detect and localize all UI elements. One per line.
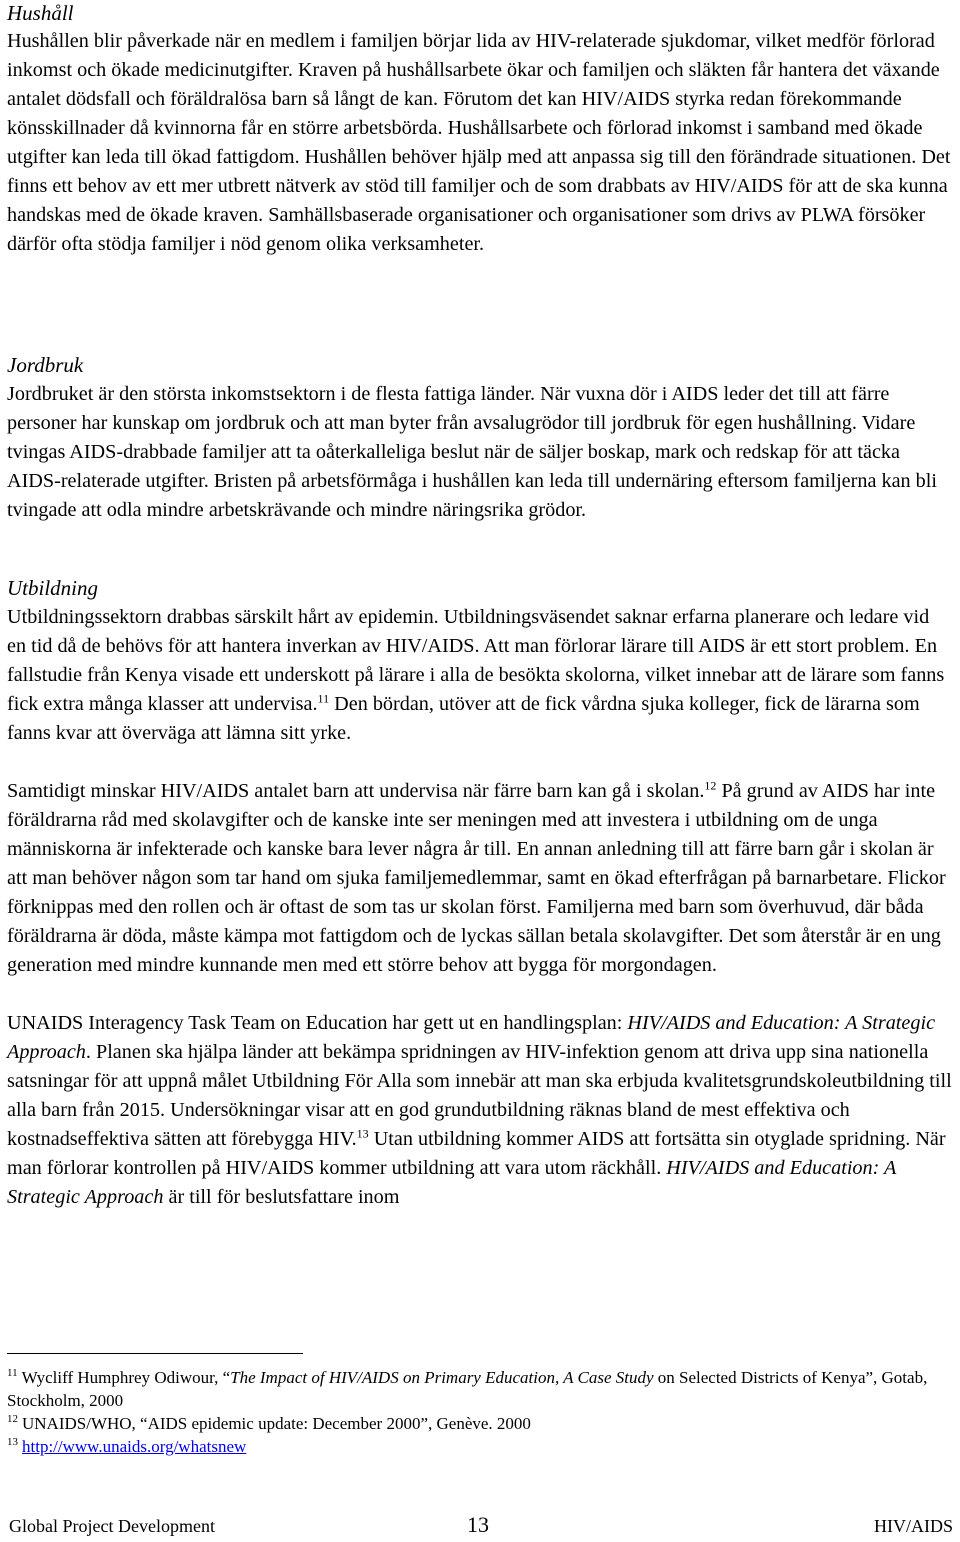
paragraph-utbildning-2 [7, 777, 953, 980]
paragraph-utbildning-3 [7, 1009, 953, 1212]
footer-right: HIV/AIDS [874, 1516, 953, 1536]
paragraph-utbildning-1 [7, 603, 953, 748]
page-number: 13 [467, 1512, 489, 1537]
footnote-11 [7, 1366, 953, 1412]
text-run: Den bördan, utöver att de fick vårdna sjuka kolleger, fick de lärarna som fanns kvar att överväga att lämna sitt yrke. [7, 693, 920, 744]
text-run: På grund av AIDS har inte föräldrarna råd med skolavgifter och de kanske inte ser meningen med att investera i utbildning om de unga människorna är infekterade och kanske bara lever några år till. En annan anledning till att färre barn går i skolan är att man behöver någon som tar hand om sjuka familjemedlemmar, samt en ökad efterfrågan på barnarbetare. Flickor förknippas med den rollen och är oftast de som tas ur skolan först. Familjerna med barn som överhuvud, där båda föräldrarna är döda, måste kämpa mot fattigdom och de lyckas sällan betala skolavgifter. Det som återstår är en ung generation med mindre kunnande men med ett större behov att bygga för morgondagen. [7, 780, 946, 976]
footnote-number: 12 [7, 1413, 18, 1426]
text-run: är till för beslutsfattare inom [163, 1186, 400, 1208]
footnote-13 [7, 1435, 953, 1458]
footnote-12 [7, 1412, 953, 1435]
publication-title: HIV/AIDS and Education: A Strategic Approach [7, 1012, 936, 1063]
section-title-hushall: Hushåll [7, 1, 74, 25]
section-utbildning [7, 575, 953, 1212]
footnotes [7, 1366, 953, 1458]
footer-left: Global Project Development [9, 1516, 215, 1536]
paragraph-hushall: Hushållen blir påverkade när en medlem i familjen börjar lida av HIV-relaterade sjukdomar, vilket medför förlorad inkomst och ökade medicinutgifter. Kraven på hushållsarbete ökar och familjen och släkten får hantera det växande antalet dödsfall och föräldralösa barn så långt de kan. Förutom det kan HIV/AIDS styrka redan förekommande könsskillnader då kvinnorna får en större arbetsbörda. Hushållsarbete och förlorad inkomst i samband med ökade utgifter kan leda till ökad fattigdom. Hushållen behöver hjälp med att anpassa sig till den förändrade situationen. Det finns ett behov av ett mer utbrett nätverk av stöd till familjer och de som drabbats av HIV/AIDS för att de ska kunna handskas med de ökade kraven. Samhällsbaserade organisationer och organisationer som drivs av PLWA försöker därför ofta stödja familjer i nöd genom olika verksamheter. [7, 30, 951, 255]
paragraph-jordbruk: Jordbruket är den största inkomstsektorn i de flesta fattiga länder. När vuxna dör i AIDS leder det till att färre personer har kunskap om jordbruk och att man byter från avsalugrödor till jordbruk för egen hushållning. Vidare tvingas AIDS-drabbade familjer att ta oåterkalleliga beslut när de säljer boskap, mark och redskap för att täcka AIDS-relaterade utgifter. Bristen på arbetsförmåga i hushållen kan leda till undernäring eftersom familjerna kan bli tvingade att odla mindre arbetskrävande och mindre näringsrika grödor. [7, 383, 937, 521]
section-title-jordbruk: Jordbruk [7, 353, 84, 377]
section-title-utbildning: Utbildning [7, 576, 99, 600]
footnote-divider [7, 1353, 303, 1354]
footnote-text: UNAIDS/WHO, “AIDS epidemic update: December 2000”, Genève. 2000 [22, 1414, 531, 1433]
section-jordbruk [7, 352, 953, 525]
text-run: UNAIDS Interagency Task Team on Education har gett ut en handlingsplan: [7, 1012, 628, 1034]
text-run: Utan utbildning kommer AIDS att fortsätta sin otyglade spridning. När man förlorar kontrollen på HIV/AIDS kommer utbildning att vara utom räckhåll. [7, 1128, 946, 1179]
text-run: . Planen ska hjälpa länder att bekämpa spridningen av HIV-infektion genom att driva upp sina nationella satsningar för att uppnå målet Utbildning För Alla som innebär att man ska erbjuda kvalitetsgrundskoleutbildning till alla barn från 2015. Undersökningar visar att en god grundutbildning räknas bland de mest effektiva och kostnadseffektiva sätten att förebygga HIV. [7, 1041, 952, 1150]
text-run: Utbildningssektorn drabbas särskilt hårt av epidemin. Utbildningsväsendet saknar erfarna planerare och ledare vid en tid då de behövs för att hantera inverkan av HIV/AIDS. Att man förlorar lärare till AIDS är ett stort problem. En fallstudie från Kenya visade ett underskott på lärare i alla de besökta skolorna, vilket innebar att de lärare som fanns fick extra många klasser att undervisa. [7, 606, 945, 715]
footnote-link[interactable]: http://www.unaids.org/whatsnew [22, 1437, 247, 1456]
footnote-ref-13[interactable]: 13 [356, 1126, 369, 1141]
footnote-ref-11[interactable]: 11 [317, 691, 330, 706]
page-footer [7, 1512, 953, 1542]
text-run: Samtidigt minskar HIV/AIDS antalet barn att undervisa när färre barn kan gå i skolan. [7, 780, 705, 802]
footnote-ref-12[interactable]: 12 [704, 778, 717, 793]
section-hushall [7, 0, 953, 259]
footnote-text: Wycliff Humphrey Odiwour, “ [21, 1368, 231, 1387]
footnote-number: 11 [7, 1367, 18, 1380]
footnote-text: on Selected Districts of Kenya”, Gotab, Stockholm, 2000 [7, 1368, 928, 1410]
publication-title: HIV/AIDS and Education: A Strategic Approach [7, 1157, 896, 1208]
footnote-number: 13 [7, 1436, 18, 1449]
footnote-title: The Impact of HIV/AIDS on Primary Education, A Case Study [230, 1368, 654, 1387]
